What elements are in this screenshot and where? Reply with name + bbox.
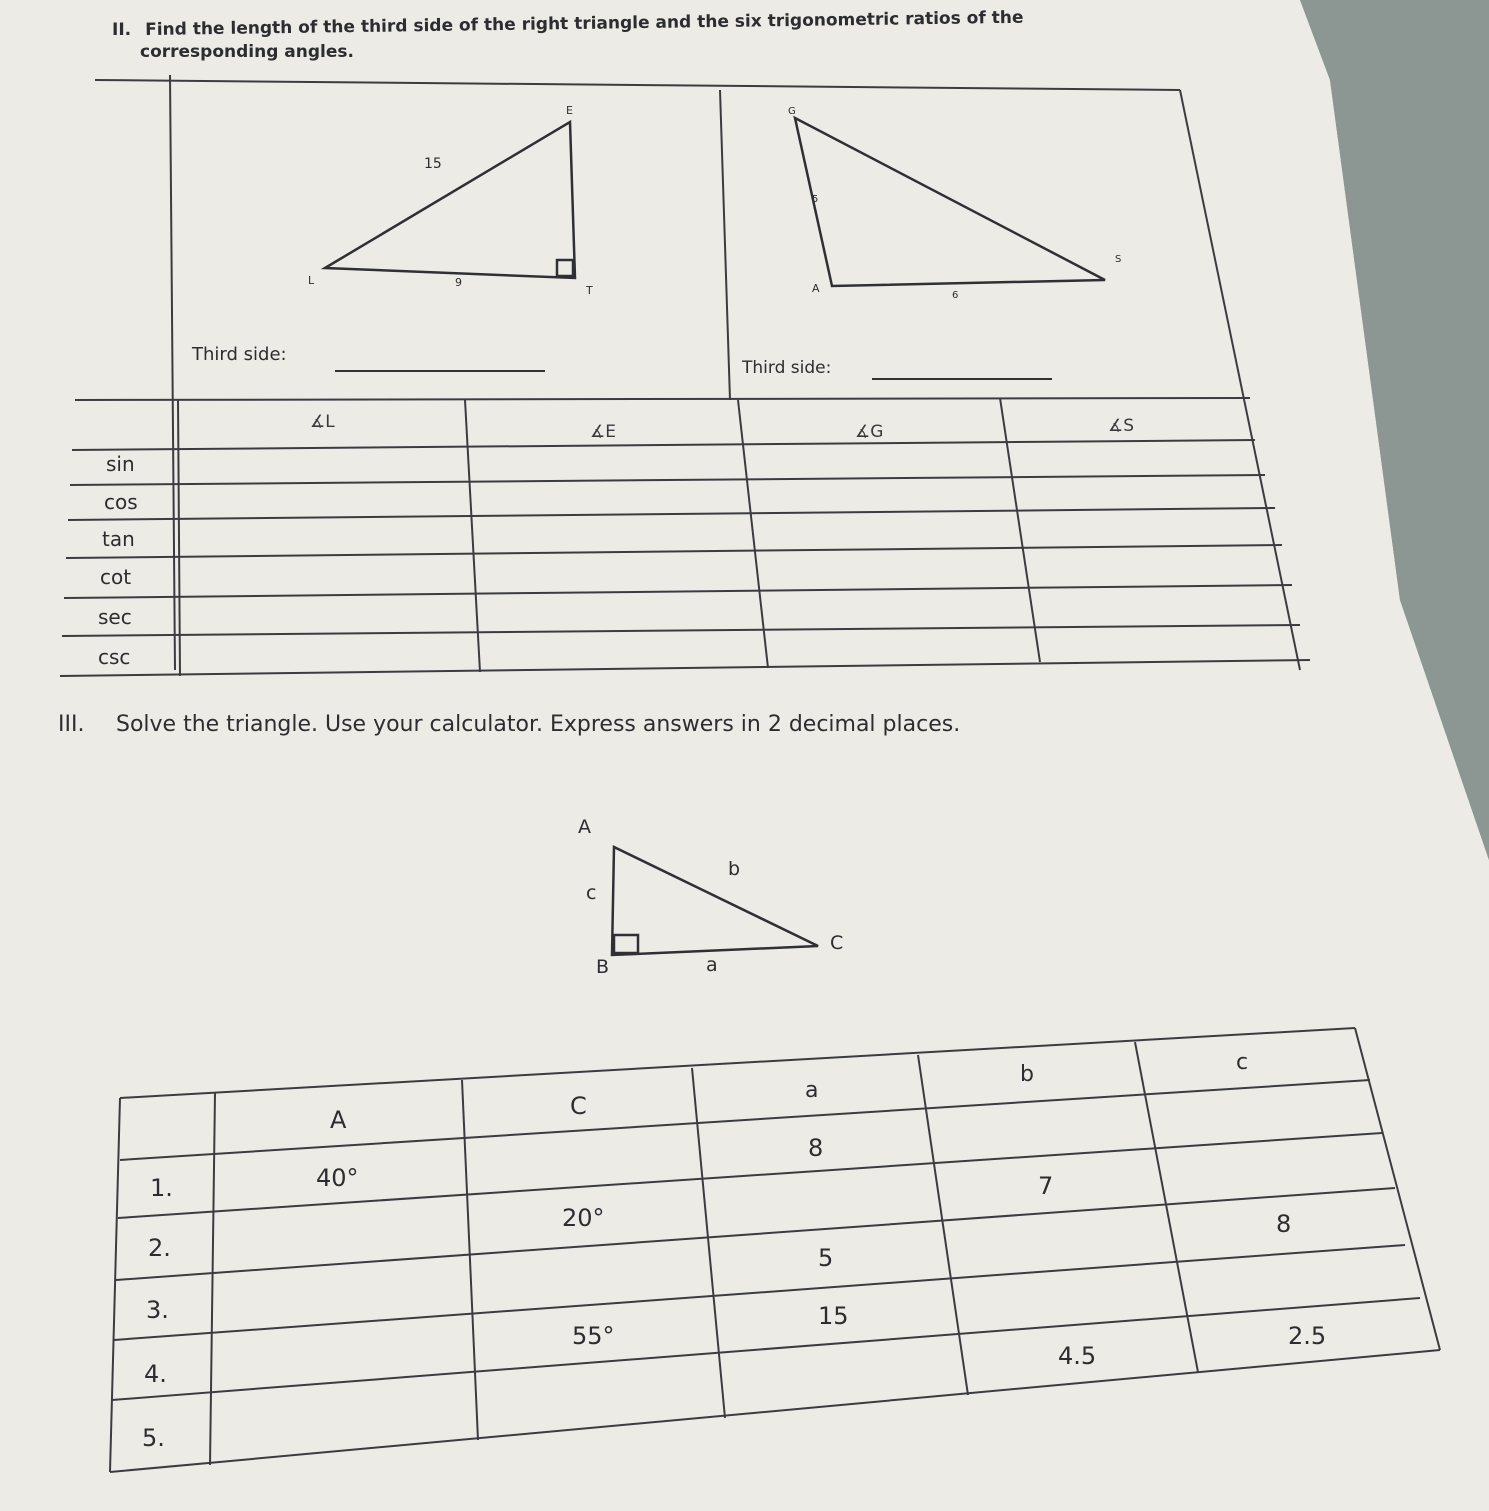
solve-header-b: b	[1020, 1062, 1034, 1087]
solve-row-5-c: 2.5	[1288, 1322, 1327, 1350]
ratio-header-L: ∡L	[310, 412, 335, 432]
solve-row-3-a: 5	[818, 1244, 834, 1272]
triABC-vertex-C: C	[830, 932, 844, 954]
ratio-header-G: ∡G	[855, 422, 884, 442]
solve-row-4-C: 55°	[572, 1322, 615, 1350]
tri2-vertex-S: S	[1115, 254, 1122, 265]
tri1-base-9: 9	[455, 276, 462, 289]
tri1-hyp-15: 15	[424, 156, 442, 172]
ratio-row-sin: sin	[106, 452, 135, 476]
tri2-base-6: 6	[952, 290, 959, 301]
solve-header-A: A	[330, 1106, 347, 1134]
ratio-header-S: ∡S	[1108, 416, 1135, 436]
tri2-vertex-A: A	[812, 282, 820, 295]
solve-header-a: a	[805, 1078, 819, 1103]
tri1-vertex-L: L	[308, 274, 315, 287]
solve-header-C: C	[570, 1092, 587, 1120]
tri2-vertex-G: G	[788, 106, 796, 117]
solve-row-5-b: 4.5	[1058, 1342, 1097, 1370]
ratio-row-tan: tan	[102, 527, 135, 551]
solve-row-2-num: 2.	[148, 1234, 171, 1262]
triABC-side-a: a	[706, 954, 718, 976]
solve-row-1-num: 1.	[150, 1174, 173, 1202]
part2-instruction-line2: corresponding angles.	[140, 42, 354, 62]
solve-row-4-num: 4.	[144, 1360, 167, 1388]
part2-instruction-line1: Find the length of the third side of the right triangle and the six trigonometric ratios of the	[145, 7, 1024, 40]
part3-instruction: Solve the triangle. Use your calculator. Express answers in 2 decimal places.	[116, 712, 961, 737]
solve-row-4-a: 15	[818, 1302, 849, 1330]
solve-row-2-C: 20°	[562, 1204, 605, 1232]
triABC-vertex-A: A	[578, 816, 591, 838]
triABC-vertex-B: B	[596, 956, 610, 978]
third-side-blank-1[interactable]	[335, 370, 545, 372]
ratio-row-csc: csc	[98, 645, 131, 669]
third-side-blank-2[interactable]	[872, 378, 1052, 380]
ratio-header-E: ∡E	[590, 422, 616, 442]
solve-header-c: c	[1236, 1050, 1249, 1075]
part3-number: III.	[58, 712, 85, 737]
ratio-row-sec: sec	[98, 605, 132, 629]
third-side-label-2: Third side:	[742, 358, 832, 378]
solve-row-2-b: 7	[1038, 1172, 1054, 1200]
solve-row-5-num: 5.	[142, 1424, 165, 1452]
triABC-side-c: c	[586, 882, 597, 904]
triABC-side-b: b	[728, 858, 741, 880]
part2-number: II.	[112, 20, 132, 40]
third-side-label-1: Third side:	[192, 344, 287, 365]
solve-row-1-a: 8	[808, 1134, 824, 1162]
solve-row-1-A: 40°	[316, 1164, 359, 1192]
tri2-leg-5: 5	[812, 194, 819, 205]
ratio-row-cot: cot	[100, 565, 132, 589]
solve-row-3-num: 3.	[146, 1296, 169, 1324]
ratio-row-cos: cos	[104, 490, 138, 514]
solve-row-3-c: 8	[1276, 1210, 1292, 1238]
tri1-vertex-E: E	[566, 104, 573, 117]
tri1-vertex-T: T	[586, 284, 593, 297]
